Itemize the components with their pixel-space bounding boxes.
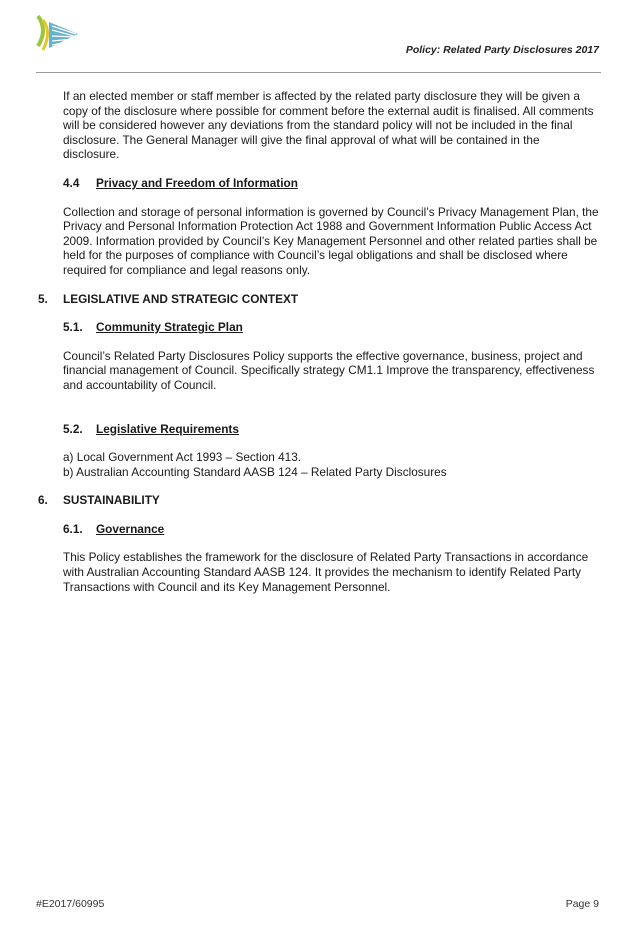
privacy-paragraph: Collection and storage of personal information is governed by Council’s Privacy Management Plan, the Privacy and Personal Information Protection Act 1988 and Government Information Public Access Act 2009. Information provided by Council’s Key Management Personnel and other related parties shall be held for the purposes of compliance with Council’s legal obligations and shall be disclosed where required for compliance and legal reasons only. xyxy=(63,204,599,277)
section-5-2-heading xyxy=(63,422,599,437)
section-5-heading xyxy=(38,292,599,307)
council-logo xyxy=(34,12,82,58)
section-5-1-heading xyxy=(63,320,599,335)
section-number: 4.4 xyxy=(63,175,80,190)
section-title: Governance xyxy=(96,521,165,536)
section-title: LEGISLATIVE AND STRATEGIC CONTEXT xyxy=(63,291,299,306)
section-title: SUSTAINABILITY xyxy=(63,493,160,508)
section-4-4-heading xyxy=(63,176,599,191)
section-number: 5. xyxy=(38,291,48,306)
legislation-item-b: b) Australian Accounting Standard AASB 124 – Related Party Disclosures xyxy=(63,464,447,479)
strategic-plan-paragraph: Council’s Related Party Disclosures Policy supports the effective governance, business, project and financial management of Council. Specifically strategy CM1.1 Improve the transparency, effectiveness and accountability of Council. xyxy=(63,348,595,392)
legislation-item-a: a) Local Government Act 1993 – Section 413. xyxy=(63,450,302,465)
section-title: Community Strategic Plan xyxy=(96,320,243,335)
section-number: 6.1. xyxy=(63,521,83,536)
section-title: Legislative Requirements xyxy=(96,421,239,436)
section-number: 5.2. xyxy=(63,421,83,436)
document-title: Policy: Related Party Disclosures 2017 xyxy=(405,44,599,56)
page-number: Page 9 xyxy=(565,898,599,910)
section-6-heading xyxy=(38,493,599,508)
section-title: Privacy and Freedom of Information xyxy=(96,175,298,190)
governance-paragraph: This Policy establishes the framework for the disclosure of Related Party Transactions in accordance with Australian Accounting Standard AASB 124. It provides the mechanism to identify Related Party Transactions with Council and its Key Management Personnel. xyxy=(63,550,589,594)
section-number: 6. xyxy=(38,493,48,508)
section-6-1-heading xyxy=(63,522,599,537)
page-body xyxy=(38,89,599,594)
section-number: 5.1. xyxy=(63,320,83,335)
document-reference: #E2017/60995 xyxy=(36,898,105,910)
header-divider xyxy=(36,72,601,73)
intro-paragraph: If an elected member or staff member is affected by the related party disclosure they will be given a copy of the disclosure where possible for comment before the external audit is finalised. All comments will be considered however any deviations from the standard policy will not be included in the final disclosure. The General Manager will give the final approval of what will be contained in the disclosure. xyxy=(63,89,594,162)
